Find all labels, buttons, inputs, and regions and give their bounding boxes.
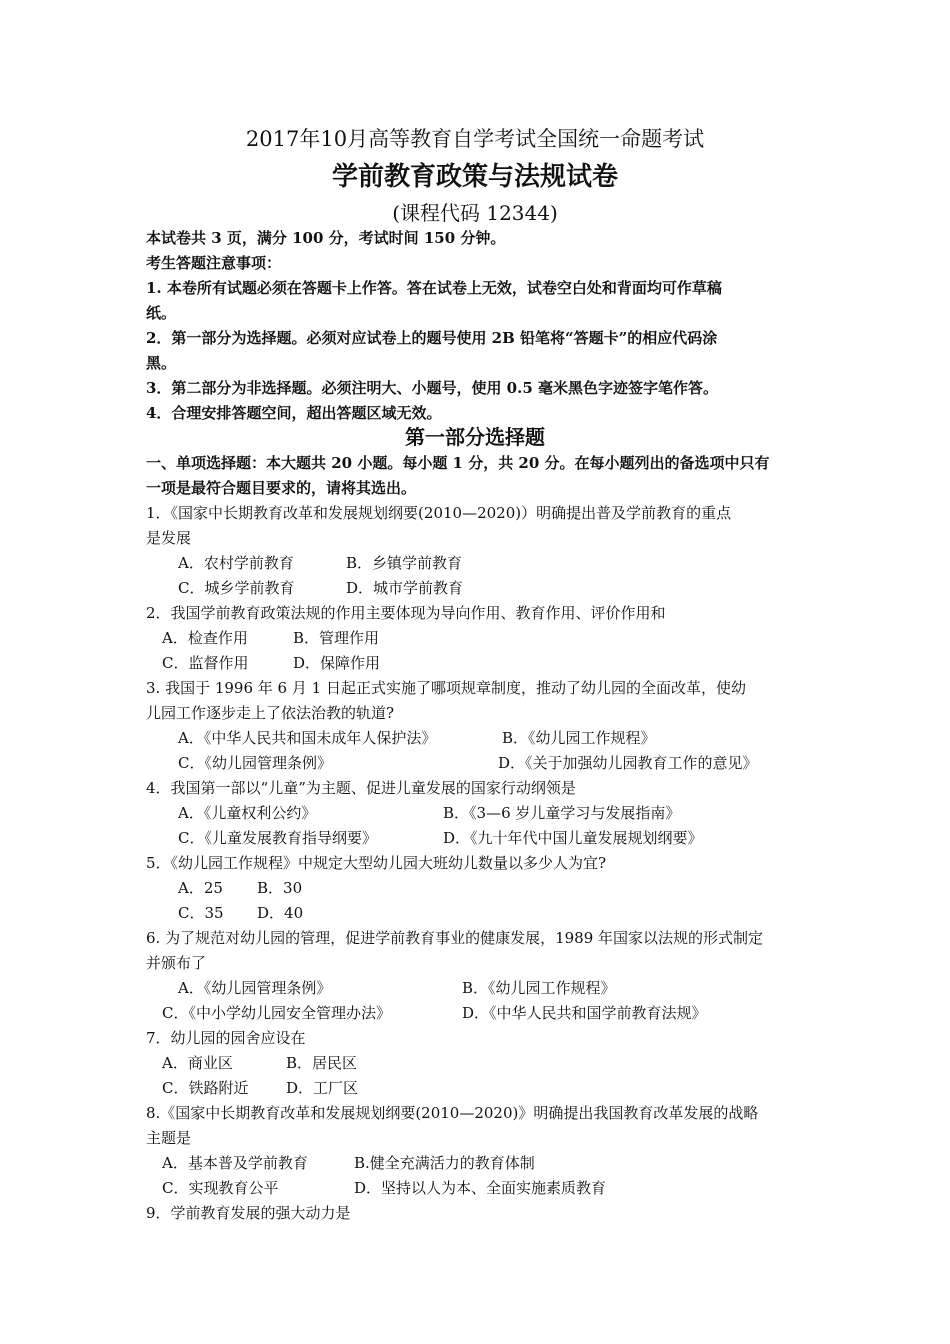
- section-intro: 一项是最符合题目要求的，请将其选出。: [146, 479, 417, 497]
- option-d: D．40: [257, 904, 304, 922]
- question-stem: 8.《国家中长期教育改革和发展规划纲要(2010—2020)》明确提出我国教育改革发展的战略: [146, 1104, 759, 1122]
- notice-line: 3．第二部分为非选择题。必须注明大、小题号，使用 0.5 毫米黑色字迹签字笔作答。: [146, 379, 718, 397]
- option-a: A．农村学前教育: [178, 554, 294, 572]
- notice-line: 1. 本卷所有试题必须在答题卡上作答。答在试卷上无效，试卷空白处和背面均可作草稿: [146, 279, 722, 297]
- exam-title: 2017年10月高等教育自学考试全国统一命题考试: [245, 127, 705, 151]
- question-stem: 7．幼儿园的园舍应设在: [146, 1029, 306, 1047]
- part-one-heading: 第一部分选择题: [405, 425, 545, 449]
- option-d: D．《中华人民共和国学前教育法规》: [462, 1004, 707, 1022]
- option-d: D．坚持以人为本、全面实施素质教育: [354, 1179, 607, 1197]
- option-b: B．30: [257, 879, 303, 897]
- notice-line: 纸。: [146, 304, 177, 322]
- option-a: A．《中华人民共和国未成年人保护法》: [178, 729, 437, 747]
- question-stem: 儿园工作逐步走上了依法治教的轨道?: [146, 704, 395, 722]
- option-a: A．基本普及学前教育: [162, 1154, 308, 1172]
- course-code: (课程代码 12344): [392, 201, 558, 225]
- option-a: A．《幼儿园管理条例》: [178, 979, 332, 997]
- option-d: D．城市学前教育: [346, 579, 464, 597]
- option-b: B.健全充满活力的教育体制: [354, 1154, 535, 1172]
- section-intro: 一、单项选择题：本大题共 20 小题。每小题 1 分，共 20 分。在每小题列出的备选项中只有: [146, 454, 770, 472]
- option-a: A．商业区: [162, 1054, 233, 1072]
- notice-heading: 考生答题注意事项：: [146, 254, 282, 272]
- question-stem: 是发展: [146, 529, 192, 547]
- exam-summary: 本试卷共 3 页，满分 100 分，考试时间 150 分钟。: [146, 229, 506, 247]
- option-a: A．25: [178, 879, 223, 897]
- option-c: C．35: [178, 904, 224, 922]
- question-stem: 2．我国学前教育政策法规的作用主要体现为导向作用、教育作用、评价作用和: [146, 604, 666, 622]
- option-b: B．居民区: [286, 1054, 358, 1072]
- option-c: C．铁路附近: [162, 1079, 249, 1097]
- notice-line: 2．第一部分为选择题。必须对应试卷上的题号使用 2B 铅笔将“答题卡”的相应代码涂: [146, 329, 718, 347]
- notice-line: 4．合理安排答题空间，超出答题区域无效。: [146, 404, 442, 422]
- question-stem: 3. 我国于 1996 年 6 月 1 日起正式实施了哪项规章制度，推动了幼儿园的全面改革，使幼: [146, 679, 746, 697]
- option-d: D．《九十年代中国儿童发展规划纲要》: [443, 829, 703, 847]
- option-c: C．《儿童发展教育指导纲要》: [178, 829, 377, 847]
- option-c: C．《中小学幼儿园安全管理办法》: [162, 1004, 391, 1022]
- option-a: A．《儿童权利公约》: [178, 804, 317, 822]
- question-stem: 6. 为了规范对幼儿园的管理，促进学前教育事业的健康发展，1989 年国家以法规的形式制定: [146, 929, 764, 947]
- question-stem: 1．《国家中长期教育改革和发展规划纲要(2010—2020)）明确提出普及学前教育的重点: [146, 504, 732, 522]
- option-b: B．管理作用: [293, 629, 380, 647]
- option-c: C．城乡学前教育: [178, 579, 295, 597]
- question-stem: 4．我国第一部以“儿童”为主题、促进儿童发展的国家行动纲领是: [146, 779, 576, 797]
- question-stem: 5．《幼儿园工作规程》中规定大型幼儿园大班幼儿数量以多少人为宜?: [146, 854, 607, 872]
- question-stem: 9．学前教育发展的强大动力是: [146, 1204, 351, 1222]
- option-c: C．《幼儿园管理条例》: [178, 754, 332, 772]
- question-stem: 并颁布了: [146, 954, 207, 972]
- question-stem: 主题是: [146, 1129, 192, 1147]
- option-a: A．检查作用: [162, 629, 248, 647]
- option-b: B．《3—6 岁儿童学习与发展指南》: [443, 804, 681, 822]
- option-d: D．《关于加强幼儿园教育工作的意见》: [498, 754, 758, 772]
- option-d: D．工厂区: [286, 1079, 359, 1097]
- option-d: D．保障作用: [293, 654, 381, 672]
- option-b: B．《幼儿园工作规程》: [462, 979, 616, 997]
- option-b: B．乡镇学前教育: [346, 554, 463, 572]
- option-c: C．监督作用: [162, 654, 249, 672]
- option-b: B．《幼儿园工作规程》: [502, 729, 656, 747]
- option-c: C．实现教育公平: [162, 1179, 279, 1197]
- notice-line: 黑。: [146, 354, 177, 372]
- paper-title: 学前教育政策与法规试卷: [331, 162, 618, 192]
